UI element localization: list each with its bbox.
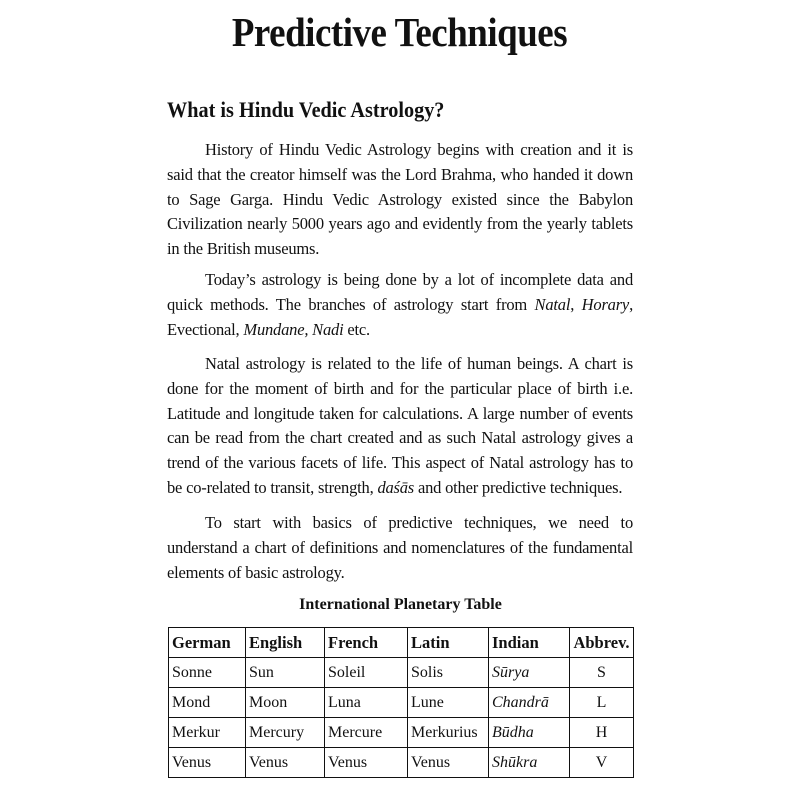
table-row bbox=[169, 718, 634, 748]
paragraph-history: History of Hindu Vedic Astrology begins with creation and it is said that the creator himself was the Lord Brahma, who handed it down to Sage Garga. Hindu Vedic Astrology existed since the Babylon Civilization nearly 5000 years ago and evidently from the yearly tablets in the British museums. bbox=[167, 140, 633, 259]
cell-french: Luna bbox=[325, 688, 408, 718]
cell-indian: Shūkra bbox=[489, 748, 570, 778]
paragraph-branches bbox=[167, 268, 633, 342]
term-dasas: daśās bbox=[377, 477, 415, 497]
table-title bbox=[0, 596, 799, 614]
cell-abbrev: L bbox=[570, 688, 634, 718]
header-latin: Latin bbox=[408, 628, 489, 658]
cell-english: Sun bbox=[246, 658, 325, 688]
cell-latin: Merkurius bbox=[408, 718, 489, 748]
header-abbrev: Abbrev. bbox=[570, 628, 634, 658]
table-header-row bbox=[169, 628, 634, 658]
section-heading: What is Hindu Vedic Astrology? bbox=[167, 97, 445, 122]
cell-indian: Būdha bbox=[489, 718, 570, 748]
cell-abbrev: H bbox=[570, 718, 634, 748]
cell-french: Soleil bbox=[325, 658, 408, 688]
paragraph-text: and other predictive techniques. bbox=[414, 477, 623, 497]
cell-latin: Lune bbox=[408, 688, 489, 718]
cell-german: Merkur bbox=[169, 718, 246, 748]
term-mundane-nadi: Mundane, Nadi bbox=[243, 319, 344, 339]
cell-english: Mercury bbox=[246, 718, 325, 748]
cell-german: Sonne bbox=[169, 658, 246, 688]
paragraph-text: , Evectional, bbox=[167, 294, 633, 339]
term-natal: Natal bbox=[534, 294, 571, 314]
paragraph-text: , bbox=[570, 294, 582, 314]
header-english: English bbox=[246, 628, 325, 658]
cell-abbrev: S bbox=[570, 658, 634, 688]
cell-indian: Sūrya bbox=[489, 658, 570, 688]
table-title-text: International Planetary Table bbox=[299, 596, 502, 613]
header-french: French bbox=[325, 628, 408, 658]
cell-latin: Venus bbox=[408, 748, 489, 778]
cell-abbrev: V bbox=[570, 748, 634, 778]
table-row bbox=[169, 658, 634, 688]
header-indian: Indian bbox=[489, 628, 570, 658]
paragraph-text: Natal astrology is related to the life of human beings. A chart is done for the moment of birth and for the particular place of birth i.e. Latitude and longitude taken for calculations. A large number of events can be read from the chart created and as such Natal astrology gives a trend of the various facets of life. This aspect of Natal astrology has to be co-related to transit, strength, bbox=[167, 354, 633, 497]
cell-latin: Solis bbox=[408, 658, 489, 688]
page-title: Predictive Techniques bbox=[231, 9, 568, 55]
cell-indian: Chandrā bbox=[489, 688, 570, 718]
cell-english: Venus bbox=[246, 748, 325, 778]
paragraph-natal bbox=[167, 352, 633, 501]
paragraph-text: etc. bbox=[343, 319, 370, 339]
cell-english: Moon bbox=[246, 688, 325, 718]
cell-german: Mond bbox=[169, 688, 246, 718]
cell-french: Venus bbox=[325, 748, 408, 778]
header-german: German bbox=[169, 628, 246, 658]
table-row bbox=[169, 748, 634, 778]
term-horary: Horary bbox=[581, 294, 630, 314]
paragraph-text: Today’s astrology is being done by a lot of incomplete data and quick methods. The branches of astrology start from bbox=[167, 270, 633, 314]
table-row bbox=[169, 688, 634, 718]
cell-french: Mercure bbox=[325, 718, 408, 748]
cell-german: Venus bbox=[169, 748, 246, 778]
planetary-table bbox=[168, 627, 634, 778]
paragraph-basics: To start with basics of predictive techniques, we need to understand a chart of definitions and nomenclatures of the fundamental elements of basic astrology. bbox=[167, 513, 633, 582]
